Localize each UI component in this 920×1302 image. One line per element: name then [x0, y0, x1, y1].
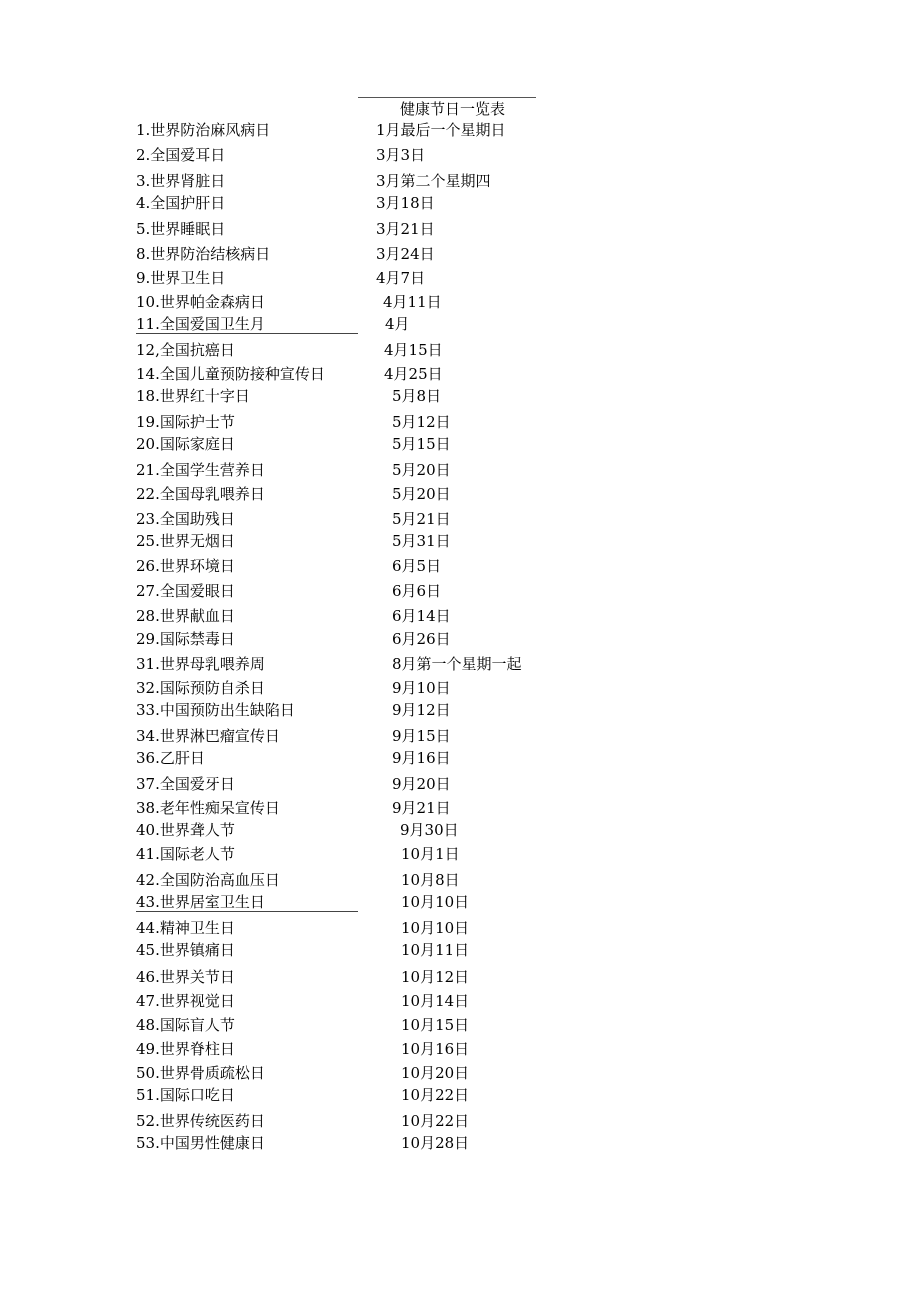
- holiday-name: 52.世界传统医药日: [136, 1112, 265, 1130]
- holiday-date: 3月18日: [376, 194, 435, 212]
- holiday-row: [0, 313, 920, 335]
- holiday-row: [0, 459, 920, 481]
- holiday-date: 4月: [385, 315, 410, 333]
- holiday-date: 9月21日: [392, 799, 451, 817]
- holiday-date: 10月10日: [401, 919, 470, 937]
- holiday-name: 21.全国学生营养日: [136, 461, 265, 479]
- holiday-date: 9月15日: [392, 727, 451, 745]
- holiday-name: 4.全国护肝日: [136, 194, 226, 212]
- holiday-row: [0, 891, 920, 913]
- holiday-name: 29.国际禁毒日: [136, 630, 235, 648]
- holiday-row: [0, 119, 920, 141]
- holiday-date: 9月10日: [392, 679, 451, 697]
- holiday-name: 1.世界防治麻风病日: [136, 121, 271, 139]
- holiday-row: [0, 1110, 920, 1132]
- holiday-name: 25.世界无烟日: [136, 532, 235, 550]
- holiday-date: 5月15日: [392, 435, 451, 453]
- holiday-row: [0, 1084, 920, 1106]
- holiday-date: 1月最后一个星期日: [376, 121, 506, 139]
- holiday-name: 42.全国防治高血压日: [136, 871, 280, 889]
- holiday-name: 11.全国爱国卫生月: [136, 315, 265, 333]
- holiday-row: [0, 966, 920, 988]
- holiday-name: 47.世界视觉日: [136, 992, 235, 1010]
- holiday-name: 38.老年性痴呆宣传日: [136, 799, 280, 817]
- holiday-row: [0, 773, 920, 795]
- holiday-name: 37.全国爱牙日: [136, 775, 235, 793]
- holiday-name: 8.世界防治结核病日: [136, 245, 271, 263]
- holiday-date: 10月28日: [401, 1134, 470, 1152]
- holiday-row: [0, 1038, 920, 1060]
- holiday-date: 10月15日: [401, 1016, 470, 1034]
- holiday-row: [0, 725, 920, 747]
- holiday-name: 19.国际护士节: [136, 413, 235, 431]
- holiday-row: [0, 411, 920, 433]
- holiday-name: 5.世界睡眠日: [136, 220, 226, 238]
- holiday-date: 10月14日: [401, 992, 470, 1010]
- holiday-row: [0, 555, 920, 577]
- holiday-date: 3月24日: [376, 245, 435, 263]
- holiday-row: [0, 363, 920, 385]
- holiday-name: 22.全国母乳喂养日: [136, 485, 265, 503]
- holiday-name: 41.国际老人节: [136, 845, 235, 863]
- holiday-date: 4月11日: [383, 293, 442, 311]
- holiday-date: 5月8日: [392, 387, 442, 405]
- holiday-row: [0, 819, 920, 841]
- holiday-date: 10月16日: [401, 1040, 470, 1058]
- holiday-row: [0, 483, 920, 505]
- holiday-row: [0, 797, 920, 819]
- holiday-row: [0, 291, 920, 313]
- holiday-date: 9月30日: [400, 821, 459, 839]
- holiday-row: [0, 580, 920, 602]
- holiday-date: 6月26日: [392, 630, 451, 648]
- holiday-date: 3月21日: [376, 220, 435, 238]
- holiday-row: [0, 869, 920, 891]
- holiday-date: 3月3日: [376, 146, 426, 164]
- holiday-name: 20.国际家庭日: [136, 435, 235, 453]
- holiday-row: [0, 653, 920, 675]
- holiday-name: 51.国际口吃日: [136, 1086, 235, 1104]
- holiday-name: 23.全国助残日: [136, 510, 235, 528]
- holiday-name: 49.世界脊柱日: [136, 1040, 235, 1058]
- holiday-date: 4月15日: [384, 341, 443, 359]
- holiday-date: 10月20日: [401, 1064, 470, 1082]
- holiday-date: 9月20日: [392, 775, 451, 793]
- holiday-date: 4月7日: [376, 269, 426, 287]
- holiday-name: 40.世界聋人节: [136, 821, 235, 839]
- holiday-date: 9月12日: [392, 701, 451, 719]
- holiday-name: 27.全国爱眼日: [136, 582, 235, 600]
- holiday-date: 6月6日: [392, 582, 442, 600]
- holiday-name: 14.全国儿童预防接种宣传日: [136, 365, 325, 383]
- holiday-date: 5月21日: [392, 510, 451, 528]
- document-title: 健康节日一览表: [400, 100, 506, 118]
- holiday-row: [0, 339, 920, 361]
- holiday-name: 46.世界关节日: [136, 968, 235, 986]
- holiday-row: [0, 1062, 920, 1084]
- holiday-name: 45.世界镇痛日: [136, 941, 235, 959]
- holiday-name: 12,全国抗癌日: [136, 341, 235, 359]
- holiday-row: [0, 385, 920, 407]
- holiday-row: [0, 508, 920, 530]
- holiday-name: 44.精神卫生日: [136, 919, 235, 937]
- holiday-name: 28.世界献血日: [136, 607, 235, 625]
- holiday-row: [0, 243, 920, 265]
- holiday-row: [0, 192, 920, 214]
- holiday-name: 33.中国预防出生缺陷日: [136, 701, 295, 719]
- holiday-name: 43.世界居室卫生日: [136, 893, 265, 911]
- holiday-date: 3月第二个星期四: [376, 172, 491, 190]
- holiday-date: 10月11日: [401, 941, 470, 959]
- holiday-date: 10月1日: [401, 845, 460, 863]
- holiday-name: 31.世界母乳喂养周: [136, 655, 265, 673]
- holiday-name: 9.世界卫生日: [136, 269, 226, 287]
- holiday-name: 10.世界帕金森病日: [136, 293, 265, 311]
- holiday-date: 6月5日: [392, 557, 442, 575]
- holiday-name: 50.世界骨质疏松日: [136, 1064, 265, 1082]
- holiday-date: 6月14日: [392, 607, 451, 625]
- holiday-date: 4月25日: [384, 365, 443, 383]
- holiday-date: 10月22日: [401, 1112, 470, 1130]
- holiday-date: 10月10日: [401, 893, 470, 911]
- holiday-name: 18.世界红十字日: [136, 387, 250, 405]
- holiday-date: 5月20日: [392, 485, 451, 503]
- holiday-date: 5月20日: [392, 461, 451, 479]
- holiday-row: [0, 605, 920, 627]
- holiday-name: 53.中国男性健康日: [136, 1134, 265, 1152]
- holiday-name: 34.世界淋巴瘤宣传日: [136, 727, 280, 745]
- holiday-row: [0, 1132, 920, 1154]
- holiday-row: [0, 433, 920, 455]
- holiday-name: 36.乙肝日: [136, 749, 205, 767]
- holiday-date: 10月12日: [401, 968, 470, 986]
- holiday-date: 5月12日: [392, 413, 451, 431]
- holiday-date: 5月31日: [392, 532, 451, 550]
- holiday-row: [0, 747, 920, 769]
- holiday-row: [0, 218, 920, 240]
- holiday-row: [0, 170, 920, 192]
- holiday-date: 10月22日: [401, 1086, 470, 1104]
- holiday-row: [0, 917, 920, 939]
- holiday-row: [0, 990, 920, 1012]
- holiday-row: [0, 699, 920, 721]
- holiday-row: [0, 144, 920, 166]
- holiday-date: 10月8日: [401, 871, 460, 889]
- holiday-row: [0, 939, 920, 961]
- holiday-row: [0, 628, 920, 650]
- holiday-name: 26.世界环境日: [136, 557, 235, 575]
- holiday-row: [0, 677, 920, 699]
- holiday-name: 48.国际盲人节: [136, 1016, 235, 1034]
- holiday-name: 2.全国爱耳日: [136, 146, 226, 164]
- holiday-name: 3.世界肾脏日: [136, 172, 226, 190]
- holiday-date: 8月第一个星期一起: [392, 655, 522, 673]
- holiday-row: [0, 1014, 920, 1036]
- holiday-row: [0, 267, 920, 289]
- holiday-name: 32.国际预防自杀日: [136, 679, 265, 697]
- holiday-row: [0, 843, 920, 865]
- holiday-date: 9月16日: [392, 749, 451, 767]
- holiday-row: [0, 530, 920, 552]
- title-rule: [358, 97, 536, 98]
